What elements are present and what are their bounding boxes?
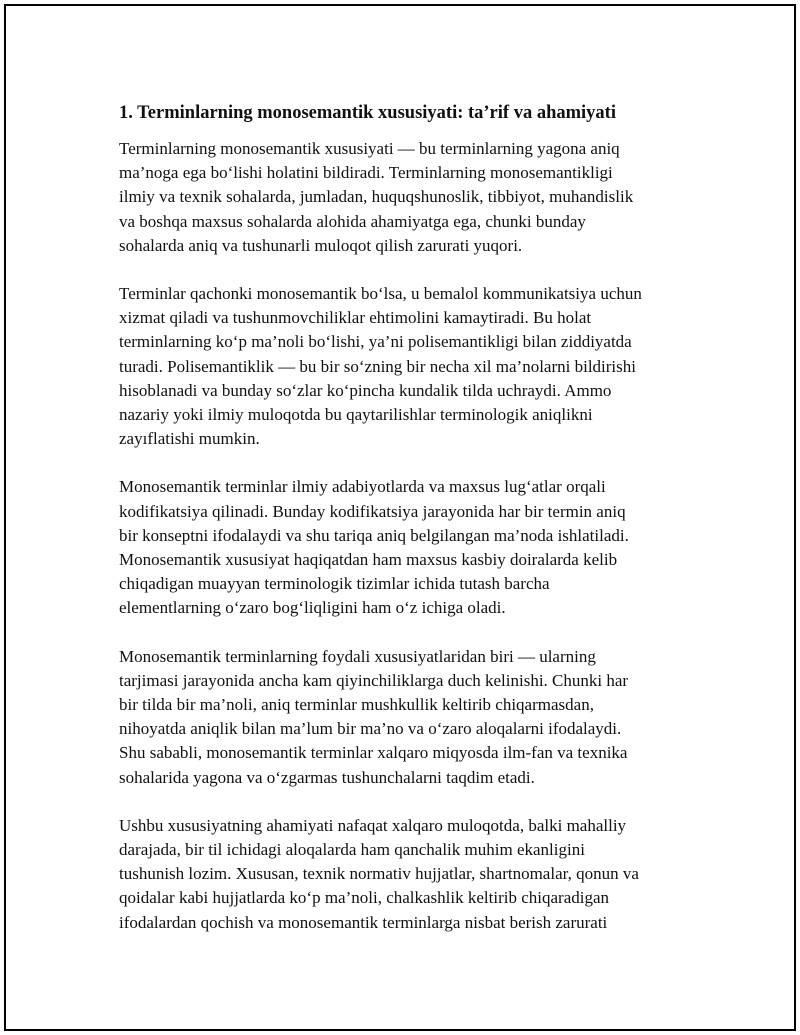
text-line: ma’noga ega bo‘lishi holatini bildiradi. Terminlarning monosemantikligi [119,163,613,183]
text-line: tushunish lozim. Xususan, texnik normativ hujjatlar, shartnomalar, qonun va [119,864,639,884]
text-line: chiqadigan muayyan terminologik tizimlar ichida tutash barcha [119,574,550,594]
text-line: Terminlar qachonki monosemantik bo‘lsa, u bemalol kommunikatsiya uchun [119,284,642,304]
paragraph-1 [119,137,699,258]
text-line: Shu sababli, monosemantik terminlar xalqaro miqyosda ilm-fan va texnika [119,743,628,763]
document-title: 1. Terminlarning monosemantik xususiyati: ta’rif va ahamiyati [119,103,616,123]
text-line: tarjimasi jarayonida ancha kam qiyinchiliklarga duch kelinishi. Chunki har [119,670,629,690]
document-body [119,99,699,959]
text-line: bir tilda bir ma’noli, aniq terminlar mushkullik keltirib chiqarmasdan, [119,695,594,715]
text-line: ilmiy va texnik sohalarda, jumladan, huquqshunoslik, tibbiyot, muhandislik [119,187,634,207]
page-frame [4,4,796,1031]
text-line: va boshqa maxsus sohalarda alohida ahamiyatga ega, chunki bunday [119,211,586,231]
paragraph-3 [119,475,699,620]
text-line: turadi. Polisemantiklik — bu bir so‘zning bir necha xil ma’nolarni bildirishi [119,356,636,376]
text-line: ifodalardan qochish va monosemantik terminlarga nisbat berish zarurati [119,912,608,932]
text-line: bir konseptni ifodalaydi va shu tariqa aniq belgilangan ma’noda ishlatiladi. [119,525,629,545]
text-line: nihoyatda aniqlik bilan ma’lum bir ma’no va o‘zaro aloqalarni ifodalaydi. [119,719,622,739]
text-line: Monosemantik terminlarning foydali xususiyatlaridan biri — ularning [119,646,596,666]
paragraph-4 [119,645,699,790]
text-line: Terminlarning monosemantik xususiyati — bu terminlarning yagona aniq [119,139,620,158]
paragraph-2 [119,282,699,451]
text-line: Monosemantik terminlar ilmiy adabiyotlarda va maxsus lug‘atlar orqali [119,477,606,497]
text-line: zayıflatishi mumkin. [119,429,260,449]
text-line: Monosemantik xususiyat haqiqatdan ham maxsus kasbiy doiralarda kelib [119,550,618,570]
text-line: terminlarning ko‘p ma’noli bo‘lishi, ya’ni polisemantikligi bilan ziddiyatda [119,332,632,352]
text-line: sohalarida yagona va o‘zgarmas tushunchalarni taqdim etadi. [119,767,535,787]
text-line: hisoblanadi va bunday so‘zlar ko‘pincha kundalik tilda uchraydi. Ammo [119,380,612,400]
paragraph-5 [119,814,699,935]
text-line: darajada, bir til ichidagi aloqalarda ham qanchalik muhim ekanligini [119,840,585,860]
text-line: Ushbu xususiyatning ahamiyati nafaqat xalqaro muloqotda, balki mahalliy [119,815,627,835]
text-line: kodifikatsiya qilinadi. Bunday kodifikatsiya jarayonida har bir termin aniq [119,501,626,521]
text-line: nazariy yoki ilmiy muloqotda bu qaytarilishlar terminologik aniqlikni [119,405,593,425]
text-line: qoidalar kabi hujjatlarda ko‘p ma’noli, chalkashlik keltirib chiqaradigan [119,888,610,908]
text-line: elementlarning o‘zaro bog‘liqligini ham o‘z ichiga oladi. [119,598,506,618]
text-line: sohalarda aniq va tushunarli muloqot qilish zarurati yuqori. [119,235,523,255]
text-line: xizmat qiladi va tushunmovchiliklar ehtimolini kamaytiradi. Bu holat [119,308,592,328]
